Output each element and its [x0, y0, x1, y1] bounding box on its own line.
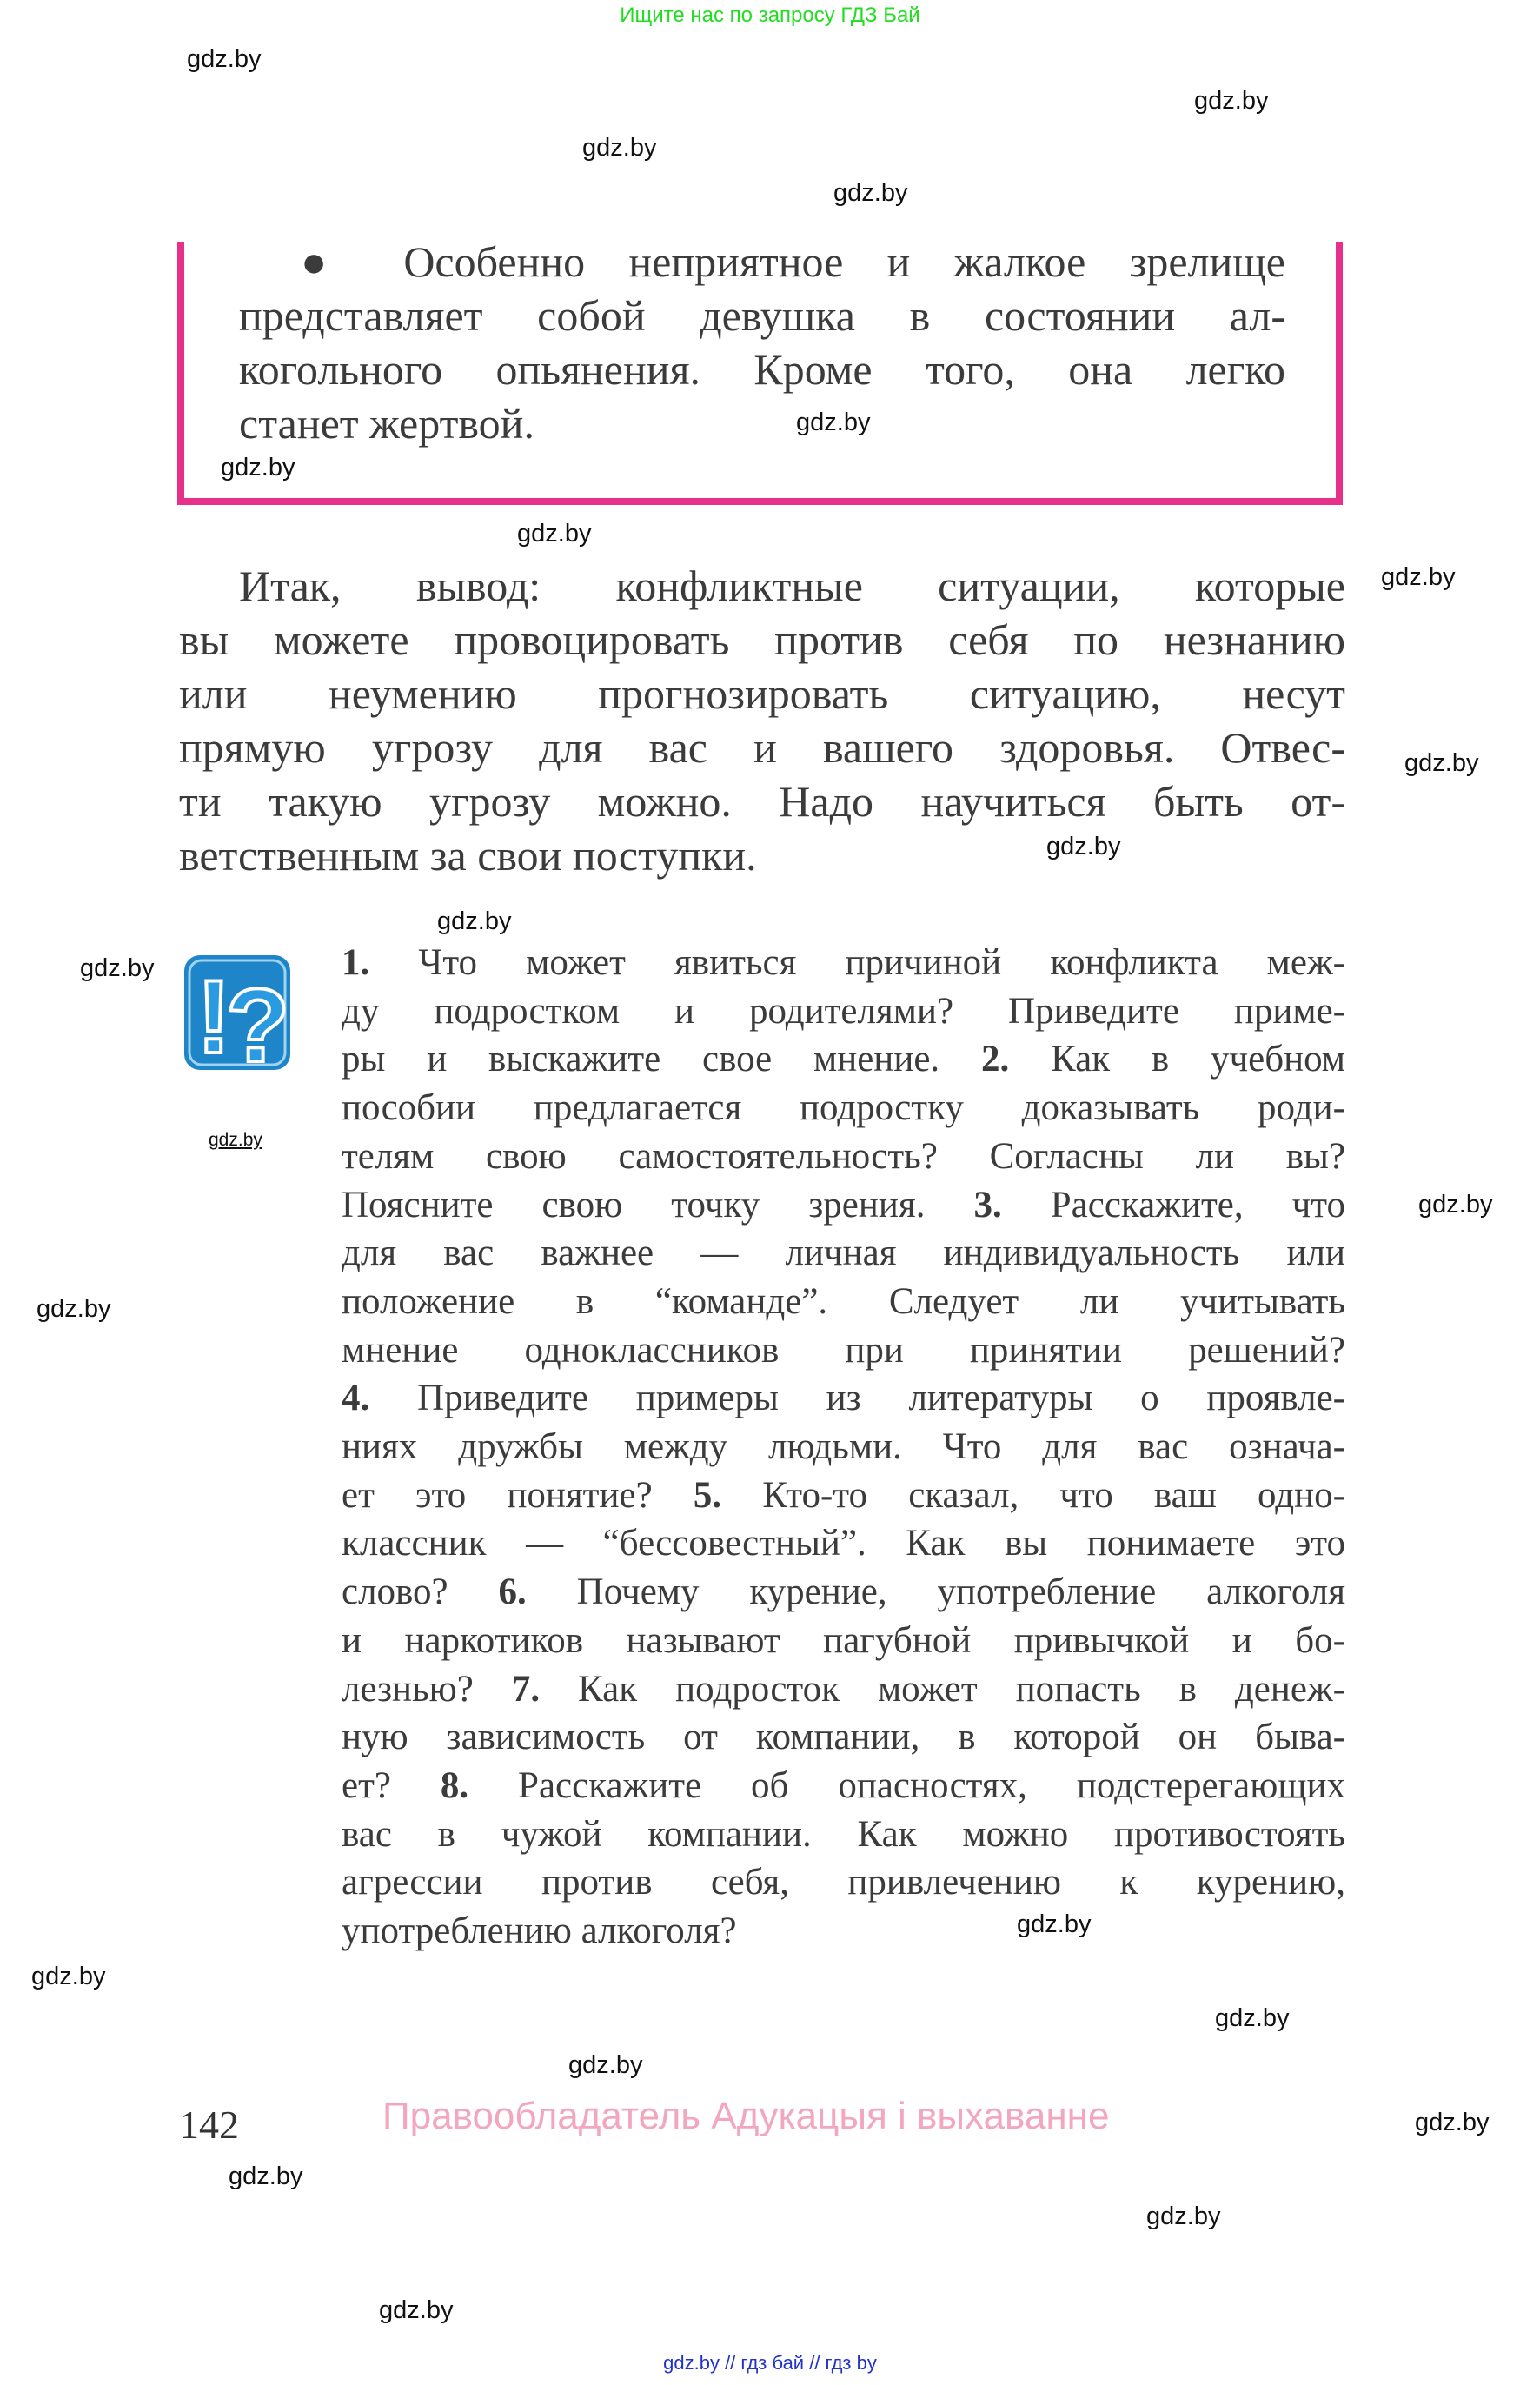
question-text: Почему курение, употребление алкоголя	[526, 1571, 1346, 1613]
question-line	[342, 1522, 1345, 1565]
watermark: gdz.by	[379, 2296, 454, 2324]
watermark: gdz.by	[568, 2051, 643, 2079]
question-line	[342, 1086, 1345, 1129]
question-line	[342, 1764, 1345, 1807]
question-line	[342, 1135, 1345, 1178]
question-text: Кто-то сказал, что ваш одно-	[721, 1474, 1345, 1516]
question-number: 1.	[342, 942, 370, 983]
question-line	[342, 1377, 1345, 1419]
question-text: положение в “команде”. Следует ли учитывать	[342, 1280, 1345, 1322]
watermark: gdz.by	[796, 409, 871, 436]
conclusion-line: вы можете провоцировать против себя по незнанию	[179, 615, 1345, 664]
callout-line: представляет собой девушка в состоянии ал-	[239, 291, 1285, 340]
question-line	[342, 941, 1345, 984]
watermark: gdz.by	[80, 954, 155, 982]
question-text: Поясните свою точку зрения.	[342, 1184, 974, 1226]
search-banner[interactable]: Ищите нас по запросу ГДЗ Бай	[620, 3, 920, 27]
watermark: gdz.by	[31, 1963, 106, 1990]
question-line	[342, 990, 1345, 1033]
watermark: gdz.by	[221, 454, 295, 482]
question-text: ет это понятие?	[342, 1474, 694, 1516]
question-line	[342, 1813, 1345, 1856]
question-text: употреблению алкоголя?	[342, 1910, 737, 1951]
page-number: 142	[179, 2103, 239, 2147]
question-number: 6.	[498, 1571, 527, 1613]
callout-line: станет жертвой.	[239, 399, 534, 448]
question-line	[342, 1184, 1345, 1226]
question-line	[342, 1861, 1345, 1903]
question-number: 5.	[693, 1474, 722, 1516]
watermark: gdz.by	[1046, 833, 1121, 860]
conclusion-line: ти такую угрозу можно. Надо научиться быть от-	[179, 777, 1345, 826]
conclusion-line: Итак, вывод: конфликтные ситуации, которые	[239, 561, 1345, 610]
question-text: и наркотиков называют пагубной привычкой и бо-	[342, 1619, 1345, 1661]
question-text: телям свою самостоятельность? Согласны ли вы?	[342, 1135, 1345, 1177]
exclamation-question-icon	[181, 941, 294, 1073]
question-number: 3.	[973, 1184, 1002, 1226]
question-text: Приведите примеры из литературы о проявле-	[369, 1378, 1345, 1419]
question-number: 8.	[440, 1764, 469, 1806]
watermark: gdz.by	[517, 520, 592, 548]
watermark: gdz.by	[833, 179, 908, 207]
watermark: gdz.by	[437, 907, 512, 935]
watermark: gdz.by	[582, 134, 657, 162]
watermark: gdz.by	[1215, 2004, 1290, 2032]
watermark: gdz.by	[1146, 2202, 1221, 2230]
svg-text:!: !	[196, 959, 231, 1073]
watermark: gdz.by	[37, 1295, 111, 1323]
question-text: ет?	[342, 1764, 441, 1806]
question-text: мнение одноклассников при принятии решений?	[342, 1329, 1345, 1371]
question-line	[342, 1910, 737, 1952]
question-text: Расскажите об опасностях, подстерегающих	[468, 1764, 1345, 1806]
question-text: классник — “бессовестный”. Как вы понимаете это	[342, 1523, 1345, 1565]
conclusion-line: прямую угрозу для вас и вашего здоровья. Отвес-	[179, 723, 1345, 772]
footer-links[interactable]: gdz.by // гдз бай // гдз by	[663, 2352, 877, 2374]
question-text: Как подросток может попасть в денеж-	[540, 1668, 1345, 1710]
question-number: 7.	[511, 1668, 541, 1710]
svg-text:?: ?	[226, 967, 290, 1073]
question-text: ниях дружбы между людьми. Что для вас означа-	[342, 1426, 1345, 1467]
callout-line: ● Особенно неприятное и жалкое зрелище	[301, 237, 1285, 286]
conclusion-line: или неумению прогнозировать ситуацию, несут	[179, 669, 1345, 718]
question-line	[342, 1668, 1345, 1711]
question-number: 2.	[980, 1039, 1010, 1080]
question-text: Что может явиться причиной конфликта меж-	[369, 942, 1345, 983]
question-text: пособии предлагается подростку доказывать роди-	[342, 1087, 1345, 1129]
conclusion-line: ветственным за свои поступки.	[179, 831, 757, 880]
question-text: слово?	[342, 1571, 499, 1613]
question-text: ду подростком и родителями? Приведите приме-	[342, 990, 1345, 1032]
question-text: Как в учебном	[1009, 1039, 1345, 1080]
question-text: лезнью?	[342, 1668, 512, 1710]
watermark: gdz.by	[229, 2162, 303, 2190]
watermark: gdz.by	[187, 45, 262, 73]
question-line	[342, 1329, 1345, 1372]
question-text: вас в чужой компании. Как можно противостоять	[342, 1813, 1345, 1855]
question-line	[342, 1425, 1345, 1468]
watermark: gdz.by	[209, 1130, 262, 1150]
question-line	[342, 1038, 1345, 1080]
watermark: gdz.by	[1404, 749, 1479, 777]
watermark: gdz.by	[1381, 563, 1456, 591]
question-text: для вас важнее — личная индивидуальность или	[342, 1232, 1345, 1274]
question-line	[342, 1474, 1345, 1517]
rights-holder-notice: Правообладатель Адукацыя і выхаванне	[382, 2095, 1110, 2137]
question-text: агрессии против себя, привлечению к курению,	[342, 1862, 1345, 1903]
question-line	[342, 1280, 1345, 1323]
question-text: ную зависимость от компании, в которой он быва-	[342, 1717, 1345, 1758]
watermark: gdz.by	[1418, 1191, 1493, 1219]
question-line	[342, 1232, 1345, 1274]
question-number: 4.	[342, 1378, 370, 1419]
callout-line: когольного опьянения. Кроме того, она легко	[239, 345, 1285, 394]
watermark: gdz.by	[1017, 1910, 1092, 1938]
question-line	[342, 1571, 1345, 1613]
question-text: Расскажите, что	[1001, 1184, 1345, 1226]
question-text: ры и выскажите свое мнение.	[342, 1039, 981, 1080]
watermark: gdz.by	[1415, 2109, 1490, 2136]
question-line	[342, 1619, 1345, 1662]
question-line	[342, 1716, 1345, 1758]
watermark: gdz.by	[1194, 87, 1269, 115]
